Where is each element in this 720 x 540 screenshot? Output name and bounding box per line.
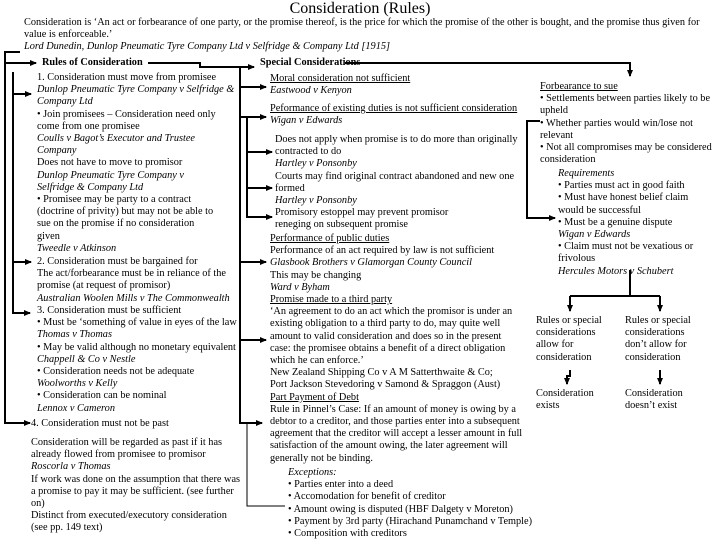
text-line: which he can enforce.’ (270, 355, 364, 367)
text-line: Wigan v Edwards (270, 115, 343, 127)
text-line: Consideration will be regarded as past if it has (31, 437, 223, 448)
definition-text (24, 17, 700, 54)
rule-4-block (31, 418, 169, 430)
text-line: • May be valid although no monetary equivalent (37, 341, 236, 353)
text-line: value is enforceable.’ (24, 29, 113, 41)
moral-consideration-block (270, 73, 410, 97)
text-line: already flowed from promisee to promisor (31, 449, 206, 461)
text-line: Rules or special (625, 315, 691, 326)
text-line: doesn’t exist (625, 400, 678, 412)
text-line: don’t allow for (625, 339, 687, 351)
text-line: generally not be binding. (270, 452, 373, 464)
outcome-disallow (625, 315, 691, 364)
text-line: Consideration is ‘An act or forbearance of one party, or the promise thereof, is the price for which the promise of the other is bought, and the promise thus given for (24, 17, 700, 28)
text-line: Hercules Motors v Schubert (558, 265, 674, 277)
text-line: Dunlop Pneumatic Tyre Company v Selfridge & (37, 84, 235, 96)
text-line: considerations (625, 327, 685, 339)
part-payment-exceptions (288, 467, 532, 540)
text-line: case: the promisee obtains a benefit of a direct obligation (270, 342, 506, 354)
text-line: Thomas v Thomas (37, 329, 112, 341)
text-line: Part Payment of Debt (270, 391, 359, 403)
page-title: Consideration (Rules) (289, 0, 431, 17)
text-line: • Payment by 3rd party (Hirachand Punamchand v Temple) (288, 515, 533, 527)
text-line: Selfridge & Company Ltd (37, 181, 144, 193)
text-line: a promise to pay it may be sufficient. (see further (31, 485, 234, 497)
text-line: consideration (540, 154, 596, 166)
result-consideration-not-exists (625, 388, 683, 412)
text-line: • Consideration can be nominal (37, 390, 167, 402)
text-line: Forbearance to sue (540, 81, 618, 92)
text-line: • Join promisees – Consideration need only (37, 108, 216, 120)
text-line: Woolworths v Kelly (37, 378, 118, 390)
text-line: Coulls v Bagot’s Executor and Trustee (37, 133, 195, 145)
text-line: Ward v Byham (270, 281, 330, 293)
rule-4-detail (31, 437, 240, 535)
text-line: This may be changing (270, 269, 362, 281)
text-line: Consideration (536, 388, 594, 399)
text-line: • Accomodation for benefit of creditor (288, 491, 446, 503)
text-line: Hartley v Ponsonby (275, 158, 357, 170)
text-line: Rule in Pinnel’s Case: If an amount of money is owing by a (270, 403, 516, 415)
text-line: Exceptions: (288, 467, 337, 478)
text-line: on) (31, 498, 45, 510)
text-line: Chappell & Co v Nestle (37, 353, 136, 365)
text-line: Consideration (625, 388, 683, 399)
text-line: allow for (536, 339, 574, 351)
public-duties-block (270, 233, 522, 465)
text-line: reneging on subsequent promise (275, 219, 408, 231)
text-line: contracted to do (275, 146, 342, 158)
text-line: Company (37, 145, 77, 157)
text-line: upheld (540, 105, 569, 117)
text-line: Performance of an act required by law is not sufficient (270, 245, 495, 257)
text-line: exists (536, 400, 560, 412)
rule-2-block (37, 256, 230, 305)
text-line: satisfaction of the amount owing, the later agreement will (270, 440, 508, 452)
text-line: consideration (536, 351, 592, 363)
text-line: promise (at request of promisor) (37, 280, 171, 292)
text-line: • Parties must act in good faith (558, 180, 685, 192)
text-line: If work was done on the assumption that there was (31, 473, 241, 485)
text-line: Port Jackson Stevedoring v Samond & Spraggon (Aust) (270, 379, 501, 391)
text-line: frivolous (558, 253, 596, 265)
text-line: 4. Consideration must not be past (31, 418, 169, 429)
text-line: • Amount owing is disputed (HBF Dalgety v Moreton) (288, 503, 513, 515)
existing-duties-block (270, 103, 517, 127)
text-line: • Whether parties would win/lose not (540, 117, 693, 129)
text-line: • Composition with creditors (288, 528, 407, 540)
text-line: relevant (540, 129, 574, 141)
text-line: debtor to a creditor, and those parties enter into a subsequent (270, 416, 520, 428)
text-line: Promise made to a third party (270, 294, 393, 306)
outcome-allow (536, 315, 602, 364)
forbearance-block (540, 81, 712, 166)
rule-3-block (37, 305, 237, 415)
text-line: Lennox v Cameron (37, 402, 115, 414)
text-line: Lord Dunedin, Dunlop Pneumatic Tyre Company Ltd v Selfridge & Company Ltd [1915] (24, 41, 390, 53)
rule-1-block (37, 72, 234, 255)
text-line: Dunlop Pneumatic Tyre Company v (37, 169, 184, 181)
text-line: • Settlements between parties likely to be (540, 93, 711, 105)
text-line: consideration (625, 351, 681, 363)
text-line: come from one promisee (37, 120, 140, 132)
text-line: agreement that the creditor will accept a lesser amount in full (270, 428, 523, 440)
text-line: (doctrine of privity) but may not be able to (37, 206, 214, 218)
text-line: (see pp. 149 text) (31, 522, 103, 534)
text-line: Peformance of existing duties is not sufficient consideration (270, 103, 518, 114)
text-line: • Must be ‘something of value in eyes of the law (37, 317, 237, 329)
text-line: Promisory estoppel may prevent promisor (275, 207, 449, 219)
text-line: would be successful (558, 204, 641, 216)
text-line: Rules or special (536, 315, 602, 326)
text-line: 3. Consideration must be sufficient (37, 305, 182, 316)
text-line: Australian Woolen Mills v The Commonwealth (37, 292, 230, 304)
text-line: New Zealand Shipping Co v A M Satterthwaite & Co; (270, 367, 493, 379)
text-line: Company Ltd (37, 96, 93, 108)
text-line: amount to valid consideration and does so in the present (270, 330, 502, 342)
text-line: 2. Consideration must be bargained for (37, 256, 198, 267)
text-line: • Claim must not be vexatious or (558, 241, 694, 253)
text-line: Does not have to move to promisor (37, 157, 183, 169)
text-line: • Parties enter into a deed (288, 479, 394, 491)
text-line: existing obligation to a third party to do, may quite well (270, 318, 501, 330)
text-line: sue on the promise if no consideration (37, 218, 195, 230)
text-line: Moral consideration not sufficient (270, 73, 411, 84)
existing-duties-exceptions (275, 134, 518, 232)
result-consideration-exists (536, 388, 594, 412)
forbearance-requirements (558, 168, 693, 278)
text-line: ‘An agreement to do an act which the promisor is under an (270, 306, 513, 318)
text-line: Does not apply when promise is to do more than originally (275, 134, 518, 145)
text-line: Hartley v Ponsonby (275, 195, 357, 207)
text-line: • Not all compromises may be considered (540, 142, 712, 154)
text-line: • Must be a genuine dispute (558, 216, 673, 228)
special-heading: Special Considerations (260, 57, 361, 68)
text-line: 1. Consideration must move from promisee (37, 72, 217, 83)
rules-heading: Rules of Consideration (42, 57, 143, 68)
text-line: • Promisee may be party to a contract (37, 194, 192, 206)
text-line: Requirements (558, 168, 615, 179)
text-line: Roscorla v Thomas (31, 461, 111, 473)
text-line: The act/forbearance must be in reliance of the (37, 268, 226, 280)
text-line: given (37, 230, 60, 242)
text-line: formed (275, 182, 305, 194)
text-line: Glasbook Brothers v Glamorgan County Council (270, 257, 473, 269)
text-line: Distinct from executed/executory consideration (31, 510, 227, 522)
text-line: Tweedle v Atkinson (37, 242, 117, 254)
text-line: considerations (536, 327, 596, 339)
text-line: • Must have honest belief claim (558, 192, 689, 204)
text-line: Courts may find original contract abandoned and new one (275, 170, 515, 182)
text-line: Performance of public duties (270, 233, 390, 244)
text-line: • Consideration needs not be adequate (37, 366, 195, 378)
text-line: Wigan v Edwards (558, 229, 631, 241)
text-line: Eastwood v Kenyon (270, 85, 352, 97)
